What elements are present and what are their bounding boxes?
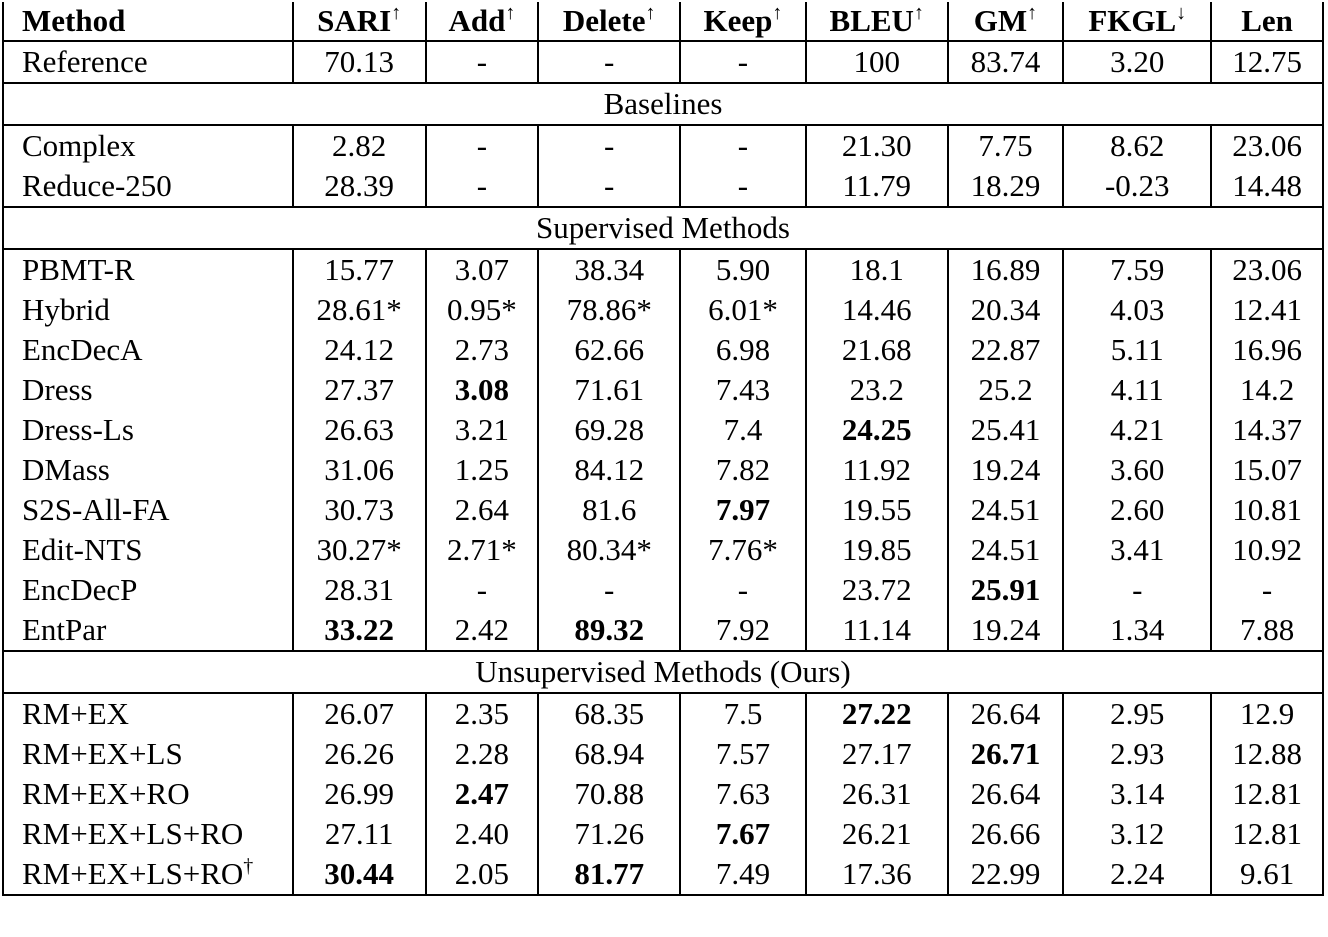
value-cell-delete: 84.12 — [538, 450, 680, 490]
method-cell — [3, 450, 293, 490]
table-row — [3, 41, 1323, 83]
column-header-label: Add — [448, 3, 506, 38]
value-cell-add: - — [426, 125, 539, 166]
value-cell-bleu: 21.30 — [806, 125, 948, 166]
table-row — [3, 693, 1323, 734]
value-cell-len: 14.2 — [1211, 370, 1323, 410]
value-cell-len: 12.75 — [1211, 41, 1323, 83]
method-name: RM+EX+LS — [22, 736, 183, 771]
value-cell-fkgl: 3.12 — [1063, 814, 1211, 854]
dagger-mark: † — [243, 855, 254, 877]
value-cell-sari: 30.44 — [293, 854, 426, 895]
column-header-method — [3, 2, 293, 41]
table-row — [3, 610, 1323, 651]
method-name: Reference — [22, 44, 148, 79]
value-cell-fkgl: 3.60 — [1063, 450, 1211, 490]
value-cell-sari: 26.07 — [293, 693, 426, 734]
value-cell-sari: 31.06 — [293, 450, 426, 490]
value-cell-len: 12.9 — [1211, 693, 1323, 734]
table-row — [3, 249, 1323, 290]
column-header-add — [426, 2, 539, 41]
value-cell-sari: 27.11 — [293, 814, 426, 854]
results-table — [2, 2, 1324, 896]
value-cell-bleu: 14.46 — [806, 290, 948, 330]
method-cell — [3, 530, 293, 570]
value-cell-fkgl: - — [1063, 570, 1211, 610]
value-cell-add: 1.25 — [426, 450, 539, 490]
value-cell-add: 2.73 — [426, 330, 539, 370]
value-cell-len: 12.81 — [1211, 774, 1323, 814]
column-header-label: Keep — [703, 3, 773, 38]
higher-better-arrow: ↑ — [772, 2, 783, 24]
value-cell-gm: 18.29 — [948, 166, 1064, 207]
value-cell-delete: - — [538, 41, 680, 83]
table-row — [3, 370, 1323, 410]
method-cell — [3, 693, 293, 734]
value-cell-len: 10.81 — [1211, 490, 1323, 530]
section-row — [3, 207, 1323, 249]
value-cell-keep: 7.4 — [680, 410, 806, 450]
column-header-label: FKGL — [1088, 3, 1177, 38]
value-cell-fkgl: 4.11 — [1063, 370, 1211, 410]
method-name: Dress-Ls — [22, 412, 134, 447]
method-name: PBMT-R — [22, 252, 135, 287]
value-cell-len: 23.06 — [1211, 125, 1323, 166]
value-cell-len: 10.92 — [1211, 530, 1323, 570]
value-cell-add: 3.08 — [426, 370, 539, 410]
value-cell-add: 2.28 — [426, 734, 539, 774]
value-cell-gm: 20.34 — [948, 290, 1064, 330]
column-header-len — [1211, 2, 1323, 41]
value-cell-bleu: 11.14 — [806, 610, 948, 651]
lower-better-arrow: ↓ — [1176, 2, 1187, 24]
method-name: EncDecA — [22, 332, 143, 367]
method-cell — [3, 774, 293, 814]
value-cell-delete: 80.34* — [538, 530, 680, 570]
table-row — [3, 570, 1323, 610]
value-cell-fkgl: 3.20 — [1063, 41, 1211, 83]
table-row — [3, 814, 1323, 854]
value-cell-fkgl: 3.41 — [1063, 530, 1211, 570]
value-cell-keep: 7.97 — [680, 490, 806, 530]
value-cell-add: 2.35 — [426, 693, 539, 734]
value-cell-fkgl: 2.24 — [1063, 854, 1211, 895]
value-cell-add: 2.42 — [426, 610, 539, 651]
value-cell-keep: 7.57 — [680, 734, 806, 774]
value-cell-sari: 28.31 — [293, 570, 426, 610]
value-cell-sari: 28.61* — [293, 290, 426, 330]
value-cell-keep: 6.98 — [680, 330, 806, 370]
value-cell-keep: - — [680, 570, 806, 610]
value-cell-len: 23.06 — [1211, 249, 1323, 290]
method-cell — [3, 41, 293, 83]
value-cell-keep: 6.01* — [680, 290, 806, 330]
section-row — [3, 83, 1323, 125]
column-header-bleu — [806, 2, 948, 41]
value-cell-bleu: 24.25 — [806, 410, 948, 450]
value-cell-sari: 33.22 — [293, 610, 426, 651]
method-cell — [3, 814, 293, 854]
column-header-gm — [948, 2, 1064, 41]
value-cell-delete: 71.61 — [538, 370, 680, 410]
section-title: Supervised Methods — [3, 207, 1323, 249]
method-name: RM+EX+LS+RO — [22, 816, 244, 851]
value-cell-delete: 70.88 — [538, 774, 680, 814]
value-cell-delete: - — [538, 125, 680, 166]
value-cell-keep: 7.92 — [680, 610, 806, 651]
value-cell-bleu: 19.85 — [806, 530, 948, 570]
method-cell — [3, 610, 293, 651]
value-cell-fkgl: -0.23 — [1063, 166, 1211, 207]
value-cell-add: - — [426, 166, 539, 207]
value-cell-sari: 26.99 — [293, 774, 426, 814]
method-cell — [3, 570, 293, 610]
section-row — [3, 651, 1323, 693]
table-row — [3, 774, 1323, 814]
value-cell-len: 14.37 — [1211, 410, 1323, 450]
value-cell-fkgl: 4.21 — [1063, 410, 1211, 450]
table-row — [3, 166, 1323, 207]
value-cell-sari: 26.26 — [293, 734, 426, 774]
value-cell-bleu: 23.72 — [806, 570, 948, 610]
table-row — [3, 125, 1323, 166]
method-name: Reduce-250 — [22, 168, 172, 203]
value-cell-bleu: 11.92 — [806, 450, 948, 490]
value-cell-bleu: 11.79 — [806, 166, 948, 207]
table-row — [3, 490, 1323, 530]
value-cell-add: 2.05 — [426, 854, 539, 895]
method-name: EncDecP — [22, 572, 138, 607]
table-row — [3, 290, 1323, 330]
column-header-sari — [293, 2, 426, 41]
value-cell-gm: 26.64 — [948, 774, 1064, 814]
column-header-label: Method — [22, 3, 126, 38]
value-cell-fkgl: 2.95 — [1063, 693, 1211, 734]
method-name: Dress — [22, 372, 93, 407]
table-body — [3, 41, 1323, 895]
value-cell-gm: 7.75 — [948, 125, 1064, 166]
table-row — [3, 410, 1323, 450]
higher-better-arrow: ↑ — [1027, 2, 1038, 24]
value-cell-gm: 83.74 — [948, 41, 1064, 83]
value-cell-len: 16.96 — [1211, 330, 1323, 370]
value-cell-delete: - — [538, 166, 680, 207]
value-cell-add: 2.40 — [426, 814, 539, 854]
table-row — [3, 854, 1323, 895]
value-cell-bleu: 26.31 — [806, 774, 948, 814]
value-cell-sari: 24.12 — [293, 330, 426, 370]
value-cell-sari: 26.63 — [293, 410, 426, 450]
value-cell-keep: - — [680, 166, 806, 207]
value-cell-fkgl: 3.14 — [1063, 774, 1211, 814]
value-cell-bleu: 100 — [806, 41, 948, 83]
value-cell-sari: 30.27* — [293, 530, 426, 570]
value-cell-len: 12.41 — [1211, 290, 1323, 330]
value-cell-keep: 7.82 — [680, 450, 806, 490]
value-cell-bleu: 23.2 — [806, 370, 948, 410]
method-cell — [3, 854, 293, 895]
value-cell-keep: 7.67 — [680, 814, 806, 854]
method-name: EntPar — [22, 612, 107, 647]
column-header-label: Delete — [562, 3, 646, 38]
value-cell-delete: 69.28 — [538, 410, 680, 450]
value-cell-delete: 38.34 — [538, 249, 680, 290]
column-header-label: Len — [1241, 3, 1293, 38]
value-cell-keep: 7.76* — [680, 530, 806, 570]
method-name: S2S-All-FA — [22, 492, 170, 527]
value-cell-len: 7.88 — [1211, 610, 1323, 651]
section-title: Baselines — [3, 83, 1323, 125]
value-cell-bleu: 17.36 — [806, 854, 948, 895]
value-cell-keep: - — [680, 41, 806, 83]
method-cell — [3, 490, 293, 530]
method-name: Edit-NTS — [22, 532, 143, 567]
value-cell-fkgl: 2.93 — [1063, 734, 1211, 774]
higher-better-arrow: ↑ — [645, 2, 656, 24]
value-cell-gm: 19.24 — [948, 610, 1064, 651]
method-name: RM+EX+RO — [22, 776, 190, 811]
value-cell-sari: 30.73 — [293, 490, 426, 530]
value-cell-gm: 22.87 — [948, 330, 1064, 370]
value-cell-len: 12.88 — [1211, 734, 1323, 774]
method-cell — [3, 410, 293, 450]
method-cell — [3, 249, 293, 290]
value-cell-keep: 7.49 — [680, 854, 806, 895]
value-cell-sari: 2.82 — [293, 125, 426, 166]
value-cell-bleu: 27.22 — [806, 693, 948, 734]
method-cell — [3, 166, 293, 207]
table-row — [3, 330, 1323, 370]
value-cell-add: - — [426, 41, 539, 83]
value-cell-gm: 16.89 — [948, 249, 1064, 290]
table-row — [3, 734, 1323, 774]
value-cell-keep: - — [680, 125, 806, 166]
value-cell-sari: 28.39 — [293, 166, 426, 207]
value-cell-delete: 89.32 — [538, 610, 680, 651]
column-header-label: BLEU — [829, 3, 914, 38]
value-cell-fkgl: 2.60 — [1063, 490, 1211, 530]
column-header-fkgl — [1063, 2, 1211, 41]
value-cell-add: 2.64 — [426, 490, 539, 530]
column-header-label: GM — [973, 3, 1028, 38]
value-cell-len: 12.81 — [1211, 814, 1323, 854]
value-cell-add: 3.21 — [426, 410, 539, 450]
value-cell-delete: 62.66 — [538, 330, 680, 370]
value-cell-fkgl: 7.59 — [1063, 249, 1211, 290]
value-cell-add: 0.95* — [426, 290, 539, 330]
value-cell-sari: 70.13 — [293, 41, 426, 83]
method-name: Hybrid — [22, 292, 110, 327]
value-cell-add: - — [426, 570, 539, 610]
higher-better-arrow: ↑ — [505, 2, 516, 24]
value-cell-delete: 68.35 — [538, 693, 680, 734]
value-cell-gm: 24.51 — [948, 530, 1064, 570]
value-cell-len: 14.48 — [1211, 166, 1323, 207]
value-cell-gm: 26.64 — [948, 693, 1064, 734]
table-row — [3, 450, 1323, 490]
value-cell-sari: 15.77 — [293, 249, 426, 290]
value-cell-bleu: 26.21 — [806, 814, 948, 854]
method-cell — [3, 734, 293, 774]
value-cell-len: - — [1211, 570, 1323, 610]
column-header-label: SARI — [317, 3, 392, 38]
column-header-keep — [680, 2, 806, 41]
value-cell-delete: 81.77 — [538, 854, 680, 895]
value-cell-add: 2.47 — [426, 774, 539, 814]
value-cell-delete: 78.86* — [538, 290, 680, 330]
higher-better-arrow: ↑ — [913, 2, 924, 24]
value-cell-fkgl: 8.62 — [1063, 125, 1211, 166]
method-cell — [3, 290, 293, 330]
method-cell — [3, 125, 293, 166]
value-cell-len: 9.61 — [1211, 854, 1323, 895]
section-title: Unsupervised Methods (Ours) — [3, 651, 1323, 693]
value-cell-keep: 7.43 — [680, 370, 806, 410]
value-cell-fkgl: 1.34 — [1063, 610, 1211, 651]
value-cell-keep: 7.5 — [680, 693, 806, 734]
value-cell-gm: 25.91 — [948, 570, 1064, 610]
value-cell-gm: 26.71 — [948, 734, 1064, 774]
value-cell-gm: 25.2 — [948, 370, 1064, 410]
value-cell-bleu: 19.55 — [806, 490, 948, 530]
method-name: Complex — [22, 128, 136, 163]
value-cell-delete: 81.6 — [538, 490, 680, 530]
value-cell-gm: 22.99 — [948, 854, 1064, 895]
value-cell-gm: 24.51 — [948, 490, 1064, 530]
value-cell-delete: 68.94 — [538, 734, 680, 774]
value-cell-gm: 19.24 — [948, 450, 1064, 490]
value-cell-keep: 5.90 — [680, 249, 806, 290]
method-name: RM+EX+LS+RO — [22, 856, 244, 891]
value-cell-gm: 26.66 — [948, 814, 1064, 854]
value-cell-bleu: 18.1 — [806, 249, 948, 290]
value-cell-bleu: 21.68 — [806, 330, 948, 370]
value-cell-keep: 7.63 — [680, 774, 806, 814]
higher-better-arrow: ↑ — [391, 2, 402, 24]
method-name: DMass — [22, 452, 110, 487]
value-cell-gm: 25.41 — [948, 410, 1064, 450]
method-cell — [3, 370, 293, 410]
value-cell-fkgl: 5.11 — [1063, 330, 1211, 370]
value-cell-fkgl: 4.03 — [1063, 290, 1211, 330]
value-cell-delete: 71.26 — [538, 814, 680, 854]
value-cell-add: 2.71* — [426, 530, 539, 570]
method-name: RM+EX — [22, 696, 130, 731]
value-cell-bleu: 27.17 — [806, 734, 948, 774]
value-cell-delete: - — [538, 570, 680, 610]
column-header-delete — [538, 2, 680, 41]
table-row — [3, 530, 1323, 570]
header-row — [3, 2, 1323, 41]
value-cell-len: 15.07 — [1211, 450, 1323, 490]
value-cell-sari: 27.37 — [293, 370, 426, 410]
method-cell — [3, 330, 293, 370]
value-cell-add: 3.07 — [426, 249, 539, 290]
